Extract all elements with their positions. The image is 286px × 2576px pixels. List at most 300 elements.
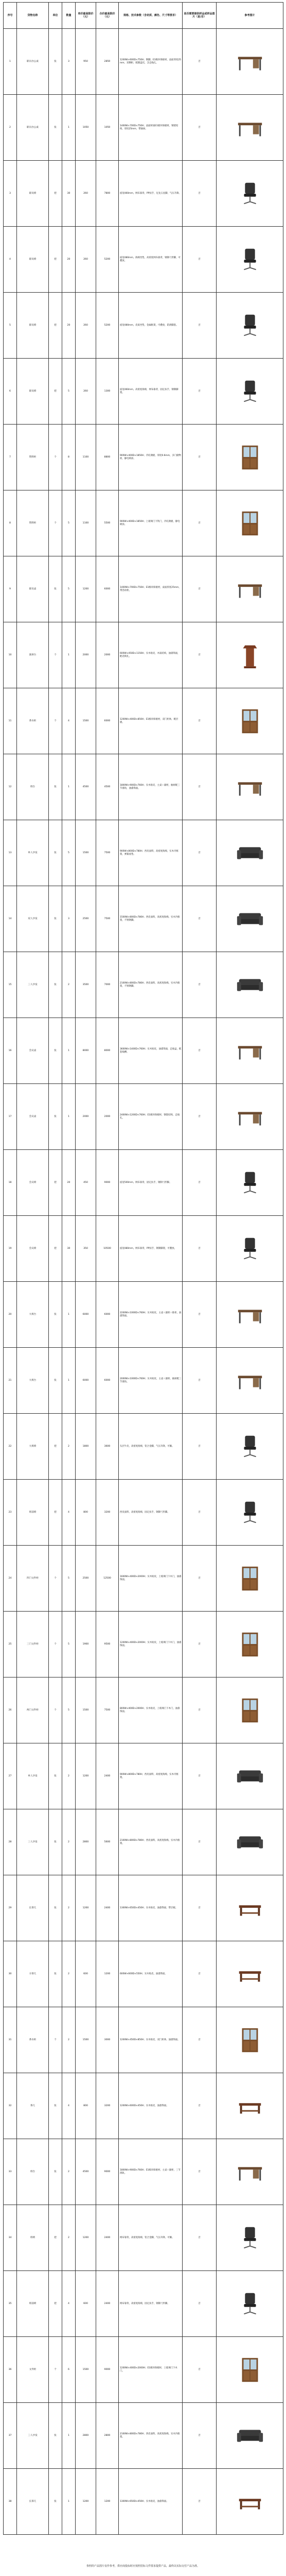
- table-row: [4, 2403, 283, 2469]
- row-price: 3500: [76, 952, 96, 1018]
- row-sample: 否: [183, 1018, 217, 1084]
- row-no: 9: [4, 556, 17, 622]
- row-total: 8800: [96, 425, 119, 490]
- row-spec: 2100W×800D×780H；西皮面料，高密度海绵，实木内框架，不锈钢脚。: [119, 952, 183, 1018]
- row-no: 28: [4, 1809, 17, 1875]
- row-unit: 个: [49, 622, 62, 688]
- row-no: 27: [4, 1743, 17, 1809]
- row-name: 职员办公桌: [17, 29, 49, 95]
- header-name: 货物名称: [17, 3, 49, 29]
- row-unit: 张: [49, 820, 62, 886]
- row-sample: 否: [183, 29, 217, 95]
- table-row: [4, 1612, 283, 1677]
- row-no: 18: [4, 1150, 17, 1216]
- row-sample: 否: [183, 2337, 217, 2403]
- row-spec: 1300W×650D×450H；实木贴皮，油漆饰面，带层板。: [119, 1875, 183, 1941]
- row-unit: 张: [49, 29, 62, 95]
- row-sample: 否: [183, 1875, 217, 1941]
- row-no: 20: [4, 1282, 17, 1348]
- row-sample: 否: [183, 886, 217, 952]
- row-sample: 否: [183, 359, 217, 425]
- row-unit: 把: [49, 1414, 62, 1480]
- row-unit: 把: [49, 1480, 62, 1546]
- row-total: 2000: [96, 1084, 119, 1150]
- row-picture: [217, 2403, 283, 2469]
- row-qty: 4: [62, 1480, 76, 1546]
- row-qty: 5: [62, 1612, 76, 1677]
- row-picture: [217, 359, 283, 425]
- row-qty: 30: [62, 1216, 76, 1282]
- row-sample: 否: [183, 293, 217, 359]
- row-picture: [217, 1677, 283, 1743]
- table-row: [4, 2073, 283, 2139]
- row-no: 31: [4, 2007, 17, 2073]
- row-spec: 1200W×450D×850H；实木贴皮，双门柜体，油漆饰面。: [119, 2007, 183, 2073]
- row-total: 7500: [96, 886, 119, 952]
- row-picture: [217, 227, 283, 293]
- row-name: 长茶几: [17, 2469, 49, 2535]
- row-sample: 否: [183, 425, 217, 490]
- row-no: 26: [4, 1677, 17, 1743]
- row-no: 7: [4, 425, 17, 490]
- row-price: 1500: [76, 1677, 96, 1743]
- row-no: 35: [4, 2271, 17, 2337]
- row-sample: 否: [183, 2073, 217, 2139]
- row-name: 四门文件柜: [17, 1546, 49, 1612]
- row-unit: 张: [49, 2403, 62, 2469]
- row-name: 职员桌: [17, 556, 49, 622]
- row-picture: [217, 293, 283, 359]
- row-price: 800: [76, 1480, 96, 1546]
- row-total: 2850: [96, 29, 119, 95]
- chair-icon: [235, 2219, 265, 2257]
- row-spec: 1200W×400D×2000H；实木贴皮，上玻璃门下木门，油漆饰面。: [119, 1612, 183, 1677]
- table-row: [4, 227, 283, 293]
- row-name: 班前椅: [17, 1480, 49, 1546]
- row-spec: 网布靠背，高密度海绵，铝合金脚，气压升降，可躺。: [119, 2205, 183, 2271]
- row-spec: 1300W×650D×450H；实木贴皮，油漆饰面。: [119, 2469, 183, 2535]
- table-row: [4, 1875, 283, 1941]
- row-no: 4: [4, 227, 17, 293]
- row-unit: 把: [49, 2205, 62, 2271]
- header-sample: 是否需要提供样品或样品图片（是/否）: [183, 3, 217, 29]
- table-row: [4, 1216, 283, 1282]
- row-sample: 否: [183, 2469, 217, 2535]
- row-sample: 否: [183, 754, 217, 820]
- cabinet-icon: [235, 1692, 265, 1729]
- row-picture: [217, 1216, 283, 1282]
- row-price: 260: [76, 227, 96, 293]
- row-unit: 张: [49, 1018, 62, 1084]
- row-price: 6000: [76, 1282, 96, 1348]
- row-qty: 5: [62, 556, 76, 622]
- row-no: 12: [4, 754, 17, 820]
- header-no: 序号: [4, 3, 17, 29]
- table-row: [4, 29, 283, 95]
- row-name: 会议桌: [17, 1018, 49, 1084]
- row-no: 11: [4, 688, 17, 754]
- cabinet-icon: [235, 505, 265, 542]
- table-row: [4, 1414, 283, 1480]
- row-total: 6000: [96, 1282, 119, 1348]
- table-row: [4, 293, 283, 359]
- row-no: 17: [4, 1084, 17, 1150]
- row-name: 职员办公桌: [17, 95, 49, 161]
- row-sample: 否: [183, 2007, 217, 2073]
- row-spec: 座宽480mm，海绵坐垫，高密度网布靠背，钢制弓形脚，可叠放。: [119, 227, 183, 293]
- row-name: 班前椅: [17, 2271, 49, 2337]
- row-no: 24: [4, 1546, 17, 1612]
- row-name: 茶水柜: [17, 688, 49, 754]
- row-picture: [217, 425, 283, 490]
- sofa-icon: [235, 967, 265, 1004]
- row-spec: 3600W×1400D×760H；实木贴皮，油漆饰面，走线盒，配套线槽。: [119, 1018, 183, 1084]
- row-picture: [217, 1480, 283, 1546]
- row-qty: 5: [62, 359, 76, 425]
- row-sample: 否: [183, 1743, 217, 1809]
- row-sample: 否: [183, 1414, 217, 1480]
- row-unit: 把: [49, 293, 62, 359]
- desk-icon: [235, 43, 265, 80]
- table-row: [4, 1941, 283, 2007]
- row-total: 6000: [96, 556, 119, 622]
- row-unit: 张: [49, 1743, 62, 1809]
- row-sample: 否: [183, 688, 217, 754]
- row-name: 大班台: [17, 1348, 49, 1414]
- row-total: 1300: [96, 359, 119, 425]
- row-no: 6: [4, 359, 17, 425]
- table-row: [4, 820, 283, 886]
- row-qty: 3: [62, 29, 76, 95]
- cabinet-icon: [235, 1560, 265, 1597]
- row-qty: 4: [62, 2073, 76, 2139]
- row-name: 资料柜: [17, 490, 49, 556]
- table-row: [4, 2469, 283, 2535]
- row-spec: 600W×600D×550H；实木贴皮，油漆饰面。: [119, 1941, 183, 2007]
- row-picture: [217, 1084, 283, 1150]
- row-total: 9000: [96, 2139, 119, 2205]
- row-qty: 20: [62, 293, 76, 359]
- chair-icon: [235, 2285, 265, 2323]
- footer-note: 参照的产品图片仅作参考，供应商投标时应按照招标文件要求提供产品，最终以实际交付产品为准。: [86, 2565, 200, 2568]
- row-qty: 20: [62, 227, 76, 293]
- table-row: [4, 2139, 283, 2205]
- table-body: [4, 29, 283, 2535]
- row-spec: 900W×800D×780H；西皮面料，高密度海绵，实木内框架，弹簧座垫。: [119, 820, 183, 886]
- row-name: 文件柜: [17, 2337, 49, 2403]
- row-picture: [217, 2271, 283, 2337]
- row-total: 10500: [96, 1216, 119, 1282]
- cabinet-icon: [235, 439, 265, 476]
- row-total: 2400: [96, 1743, 119, 1809]
- row-unit: 个: [49, 1677, 62, 1743]
- row-picture: [217, 1612, 283, 1677]
- row-spec: 座宽480mm，皮质坐垫，金属框架，可叠放，防滑脚套。: [119, 293, 183, 359]
- row-name: 双人沙发: [17, 886, 49, 952]
- row-spec: 900W×800D×780H；西皮面料，高密度海绵，实木内框架。: [119, 1743, 183, 1809]
- row-price: 1900: [76, 1612, 96, 1677]
- table-row: [4, 1743, 283, 1809]
- procurement-table: [3, 2, 283, 2535]
- row-spec: 座宽480mm，网布靠背，PP扶手，钢制脚架，可叠放。: [119, 1216, 183, 1282]
- row-no: 2: [4, 95, 17, 161]
- sofa-icon: [235, 835, 265, 872]
- row-total: 3600: [96, 1414, 119, 1480]
- row-name: 职员椅: [17, 293, 49, 359]
- row-price: 1200: [76, 556, 96, 622]
- row-qty: 1: [62, 1018, 76, 1084]
- row-unit: 个: [49, 688, 62, 754]
- desk-icon: [235, 769, 265, 806]
- row-qty: 20: [62, 1150, 76, 1216]
- row-no: 15: [4, 952, 17, 1018]
- row-qty: 1: [62, 754, 76, 820]
- row-picture: [217, 2337, 283, 2403]
- chair-icon: [235, 307, 265, 344]
- tea-table-icon: [235, 1890, 265, 1927]
- desk-icon: [235, 1296, 265, 1333]
- row-no: 10: [4, 622, 17, 688]
- row-no: 30: [4, 1941, 17, 2007]
- row-price: 1100: [76, 425, 96, 490]
- row-price: 2800: [76, 2403, 96, 2469]
- row-qty: 6: [62, 2337, 76, 2403]
- row-unit: 个: [49, 1612, 62, 1677]
- row-price: 1200: [76, 1743, 96, 1809]
- table-row: [4, 1084, 283, 1150]
- row-sample: 否: [183, 2205, 217, 2271]
- cabinet-icon: [235, 1626, 265, 1663]
- row-sample: 否: [183, 820, 217, 886]
- row-unit: 个: [49, 2337, 62, 2403]
- row-total: 5600: [96, 1809, 119, 1875]
- table-row: [4, 359, 283, 425]
- row-sample: 否: [183, 1941, 217, 2007]
- row-qty: 4: [62, 2271, 76, 2337]
- desk-icon: [235, 1362, 265, 1399]
- chair-icon: [235, 175, 265, 212]
- row-picture: [217, 754, 283, 820]
- table-row: [4, 754, 283, 820]
- row-name: 单人沙发: [17, 1743, 49, 1809]
- table-row: [4, 2007, 283, 2073]
- row-price: 8000: [76, 1018, 96, 1084]
- row-price: 1500: [76, 820, 96, 886]
- row-qty: 5: [62, 490, 76, 556]
- row-picture: [217, 1743, 283, 1809]
- row-unit: 张: [49, 2139, 62, 2205]
- row-sample: 否: [183, 2271, 217, 2337]
- row-picture: [217, 2469, 283, 2535]
- row-picture: [217, 1414, 283, 1480]
- table-row: [4, 556, 283, 622]
- row-sample: 否: [183, 952, 217, 1018]
- row-picture: [217, 1018, 283, 1084]
- row-picture: [217, 1809, 283, 1875]
- row-name: 会议椅: [17, 1216, 49, 1282]
- row-spec: 900W×400D×1850H；上玻璃门下铁门，冷轧钢板，静电喷涂。: [119, 490, 183, 556]
- table-row: [4, 1018, 283, 1084]
- table-row: [4, 688, 283, 754]
- row-price: 600: [76, 1941, 96, 2007]
- row-total: 7000: [96, 952, 119, 1018]
- row-picture: [217, 1282, 283, 1348]
- row-price: 950: [76, 29, 96, 95]
- table-row: [4, 952, 283, 1018]
- row-picture: [217, 2205, 283, 2271]
- row-picture: [217, 1348, 283, 1414]
- row-no: 25: [4, 1612, 17, 1677]
- row-unit: 个: [49, 490, 62, 556]
- row-spec: 网布靠背，高密度海绵，固定扶手，钢制弓形脚。: [119, 2271, 183, 2337]
- row-total: 7500: [96, 1677, 119, 1743]
- row-name: 大班台: [17, 1282, 49, 1348]
- table-row: [4, 1348, 283, 1414]
- row-qty: 1: [62, 2403, 76, 2469]
- row-price: 4500: [76, 2139, 96, 2205]
- desk-icon: [235, 1032, 265, 1070]
- row-total: 5500: [96, 490, 119, 556]
- sofa-icon: [235, 2417, 265, 2454]
- row-no: 36: [4, 2337, 17, 2403]
- row-qty: 5: [62, 820, 76, 886]
- row-unit: 个: [49, 2007, 62, 2073]
- row-name: 三门文件柜: [17, 1612, 49, 1677]
- row-picture: [217, 556, 283, 622]
- table-row: [4, 1282, 283, 1348]
- row-spec: 800W×400D×2000H；实木贴皮，上玻璃门下木门，油漆饰面。: [119, 1677, 183, 1743]
- row-spec: 2400W×1200D×760H；E1级环保板材，钢架结构，走线孔。: [119, 1084, 183, 1150]
- chair-icon: [235, 1230, 265, 1267]
- header-price: 单价最高限价（元）: [76, 3, 96, 29]
- row-price: 1500: [76, 2337, 96, 2403]
- table-row: [4, 2337, 283, 2403]
- row-sample: 否: [183, 2139, 217, 2205]
- row-total: 5200: [96, 293, 119, 359]
- row-no: 33: [4, 2139, 17, 2205]
- row-sample: 否: [183, 1348, 217, 1414]
- row-spec: 600W×450D×1150H；实木贴皮，木质结构，油漆饰面，配话筒孔。: [119, 622, 183, 688]
- row-spec: 1500W×800D×780H；西皮面料，高密度海绵，实木内框架，不锈钢脚。: [119, 886, 183, 952]
- header-row: [4, 3, 283, 29]
- row-total: 2400: [96, 2205, 119, 2271]
- row-unit: 张: [49, 952, 62, 1018]
- row-no: 29: [4, 1875, 17, 1941]
- row-spec: 2100W×800D×780H；西皮面料，高密度海绵，实木内框架。: [119, 2403, 183, 2469]
- row-qty: 3: [62, 886, 76, 952]
- row-spec: 座宽500mm，网布靠背，固定扶手，钢制弓形脚。: [119, 1150, 183, 1216]
- header-picture: 参考图片: [217, 3, 283, 29]
- row-qty: 2: [62, 1941, 76, 2007]
- row-total: 1200: [96, 2469, 119, 2535]
- row-qty: 30: [62, 161, 76, 227]
- row-unit: 张: [49, 1348, 62, 1414]
- row-price: 1500: [76, 688, 96, 754]
- chair-icon: [235, 373, 265, 410]
- row-total: 3200: [96, 1480, 119, 1546]
- row-sample: 否: [183, 1480, 217, 1546]
- row-qty: 5: [62, 1677, 76, 1743]
- row-no: 32: [4, 2073, 17, 2139]
- row-price: 2500: [76, 1546, 96, 1612]
- row-unit: 张: [49, 2469, 62, 2535]
- row-unit: 张: [49, 556, 62, 622]
- row-unit: 张: [49, 1084, 62, 1150]
- chair-icon: [235, 1494, 265, 1531]
- row-unit: 张: [49, 1875, 62, 1941]
- row-sample: 否: [183, 1546, 217, 1612]
- row-no: 21: [4, 1348, 17, 1414]
- row-qty: 2: [62, 2205, 76, 2271]
- row-sample: 否: [183, 161, 217, 227]
- row-price: 800: [76, 2073, 96, 2139]
- row-qty: 1: [62, 1282, 76, 1348]
- row-total: 2000: [96, 622, 119, 688]
- row-total: 2400: [96, 1875, 119, 1941]
- row-name: 班椅: [17, 2205, 49, 2271]
- row-price: 350: [76, 1216, 96, 1282]
- tea-table-icon: [235, 2088, 265, 2125]
- row-total: 1050: [96, 95, 119, 161]
- row-qty: 2: [62, 1414, 76, 1480]
- row-picture: [217, 952, 283, 1018]
- row-unit: 张: [49, 1282, 62, 1348]
- row-picture: [217, 161, 283, 227]
- row-no: 5: [4, 293, 17, 359]
- row-qty: 5: [62, 1546, 76, 1612]
- row-sample: 否: [183, 227, 217, 293]
- row-sample: 否: [183, 1612, 217, 1677]
- row-no: 37: [4, 2403, 17, 2469]
- row-unit: 把: [49, 2271, 62, 2337]
- row-spec: 1800W×900D×760H；实木贴皮，主桌＋副柜，抽屉配三节滑轨，油漆饰面。: [119, 754, 183, 820]
- table-row: [4, 2205, 283, 2271]
- row-spec: 2100W×800D×780H；西皮面料，高密度海绵，实木内框架。: [119, 1809, 183, 1875]
- cabinet-icon: [235, 2022, 265, 2059]
- row-picture: [217, 29, 283, 95]
- table-row: [4, 1677, 283, 1743]
- row-unit: 把: [49, 1150, 62, 1216]
- row-unit: 把: [49, 227, 62, 293]
- sofa-icon: [235, 1824, 265, 1861]
- row-price: 6000: [76, 1348, 96, 1414]
- row-price: 2000: [76, 1084, 96, 1150]
- row-name: 茶几: [17, 2073, 49, 2139]
- row-picture: [217, 622, 283, 688]
- row-picture: [217, 1875, 283, 1941]
- table-row: [4, 161, 283, 227]
- row-unit: 把: [49, 161, 62, 227]
- row-spec: 1200W×600D×750H；钢脚，E1级环保板材，桌面厚度25mm，双侧柜，配键盘托，含走线孔。: [119, 29, 183, 95]
- row-spec: 1400W×700D×750H；桌面材质E1级环保板材，钢架结构，厚度25mm，带抽屉。: [119, 95, 183, 161]
- row-total: 6000: [96, 1348, 119, 1414]
- row-price: 1050: [76, 95, 96, 161]
- podium-icon: [235, 637, 265, 674]
- table-row: [4, 622, 283, 688]
- row-spec: 座宽460mm，高密度海绵，网布靠背，固定扶手，钢制脚架。: [119, 359, 183, 425]
- row-name: 三人沙发: [17, 2403, 49, 2469]
- row-sample: 否: [183, 1084, 217, 1150]
- row-no: 19: [4, 1216, 17, 1282]
- table-row: [4, 425, 283, 490]
- row-name: 会议椅: [17, 1150, 49, 1216]
- row-picture: [217, 820, 283, 886]
- row-qty: 1: [62, 622, 76, 688]
- row-total: 3000: [96, 2007, 119, 2073]
- chair-icon: [235, 1164, 265, 1201]
- row-name: 三人沙发: [17, 1809, 49, 1875]
- row-no: 23: [4, 1480, 17, 1546]
